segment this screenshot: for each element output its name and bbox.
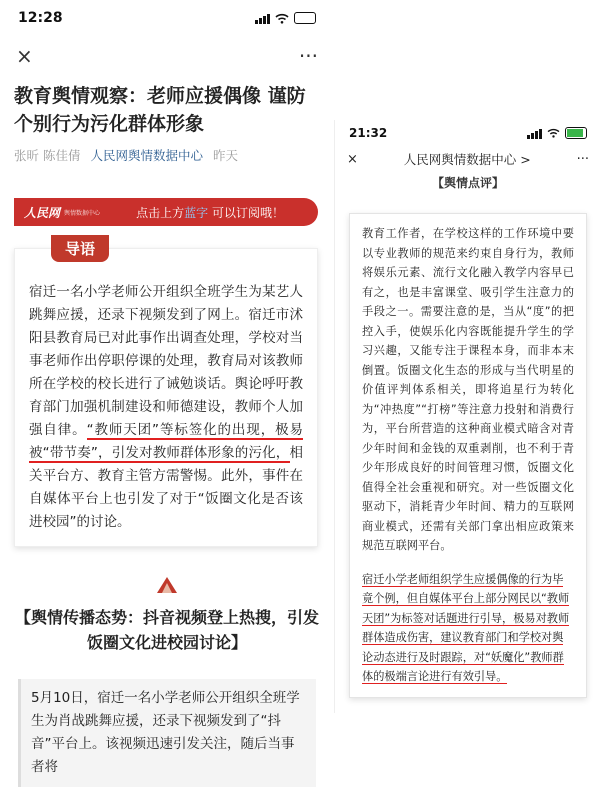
- lead-paragraph: 宿迁一名小学老师公开组织全班学生为某艺人跳舞应援，还录下视频发到了网上。宿迁市沭阳县教育局已对此事作出调查处理，学校对当事老师作出停职停课的处理，教育局对该教师所在学校的校长进行了诫勉谈话。舆论呼吁教育部门加强机制建设和师德建设，教师个人加强自律。“教师天团”等标签化的出现，极易被“带节奏”，引发对教师群体形象的污化，相关平台方、教育主管方需警惕。此外，事件在自媒体平台上也引发了对于“饭圈文化是否该进校园”的讨论。: [29, 284, 304, 530]
- status-icons: [255, 12, 316, 24]
- right-signal-icon: [527, 128, 542, 139]
- article-source-link[interactable]: 人民网舆情数据中心: [90, 148, 203, 163]
- right-close-button[interactable]: ×: [347, 151, 358, 167]
- right-account-title[interactable]: 人民网舆情数据中心 >: [403, 152, 531, 167]
- right-screenshot: [334, 120, 601, 713]
- article-title: 教育舆情观察：老师应援偶像 谨防个别行为污化群体形象: [14, 85, 306, 135]
- section-title: 【舆情传播态势：抖音视频登上热搜，引发饭圈文化进校园讨论】: [14, 608, 319, 652]
- article-authors: 张昕 陈佳倩: [14, 148, 81, 163]
- brand-logo: 人民网: [24, 205, 61, 220]
- status-time: 12:28: [18, 10, 63, 26]
- article-meta: [0, 138, 334, 172]
- comment-underlined-text: 宿迁小学老师组织学生应援偶像的行为毕竟个例，但自媒体平台上部分网民以“教师天团”为标签对话题进行引导，极易对教师群体造成伤害，建议教育部门和学校对舆论动态进行及时跟踪，对“妖魔化”教师群体的极端言论进行有效引导。: [362, 572, 570, 683]
- status-bar: [0, 0, 334, 36]
- right-status-icons: [527, 127, 587, 139]
- quote-block: 5月10日，宿迁一名小学老师公开组织全班学生为肖战跳舞应援，还录下视频发到了“抖音”平台上。该视频迅速引发关注，随后当事者将: [18, 679, 316, 787]
- right-more-button[interactable]: ···: [576, 151, 590, 167]
- comment-paragraph-1: 教育工作者，在学校这样的工作环境中要以专业教师的规范来约束自身行为，教师将娱乐元素、流行文化融入教学内容早已有之，也是丰富课堂、吸引学生注意力的手段之一。需要注意的是，当从“度”的把控入手，使娱乐化内容既能提升学生的学习兴趣，又能专注于课程本身，而非本末倒置。饭圈文化生态的形成与当代明星的价值评判体系相关，即将追星行为转化为“冲热度”“打榜”等注意力投射和消费行为，平台所营造的这种商业模式暗含对青少年时间和金钱的双重剥削，也不利于青少年形成良好的时间管理习惯，饭圈文化值得全社会重视和研究。对一些饭圈文化驱动下，消耗青少年时间、精力的互联网商业模式，还需有关部门拿出相应政策来规范互联网平台。: [362, 227, 574, 552]
- lead-underlined-text: “教师天团”等标签化的出现，极易被“带节奏”，引发对教师群体形象的污化，: [29, 422, 304, 461]
- signal-icon: [255, 13, 270, 24]
- brand-logo-sub: 舆情数据中心: [64, 209, 101, 217]
- right-status-bar: [335, 120, 601, 146]
- subscribe-text: 点击上方蓝字 可以订阅哦！: [136, 205, 284, 220]
- right-section-title: 【舆情点评】: [431, 176, 504, 190]
- battery-icon: [294, 12, 316, 24]
- decorative-divider: [0, 577, 334, 597]
- right-battery-icon: [565, 127, 587, 139]
- more-button[interactable]: ···: [298, 44, 318, 68]
- triangle-ornament-icon: [152, 577, 182, 593]
- right-status-time: 21:32: [349, 126, 388, 140]
- subscribe-banner[interactable]: [14, 198, 318, 226]
- comment-box: [349, 213, 587, 698]
- nav-bar: [0, 36, 334, 76]
- lead-box: [14, 240, 318, 547]
- close-button[interactable]: ×: [16, 44, 33, 68]
- right-wifi-icon: [547, 128, 560, 138]
- comment-paragraph-2: [362, 570, 574, 687]
- article-date: 昨天: [213, 148, 239, 163]
- right-nav-bar: [335, 146, 601, 172]
- wifi-icon: [275, 13, 289, 24]
- lead-tag: 导语: [51, 235, 109, 262]
